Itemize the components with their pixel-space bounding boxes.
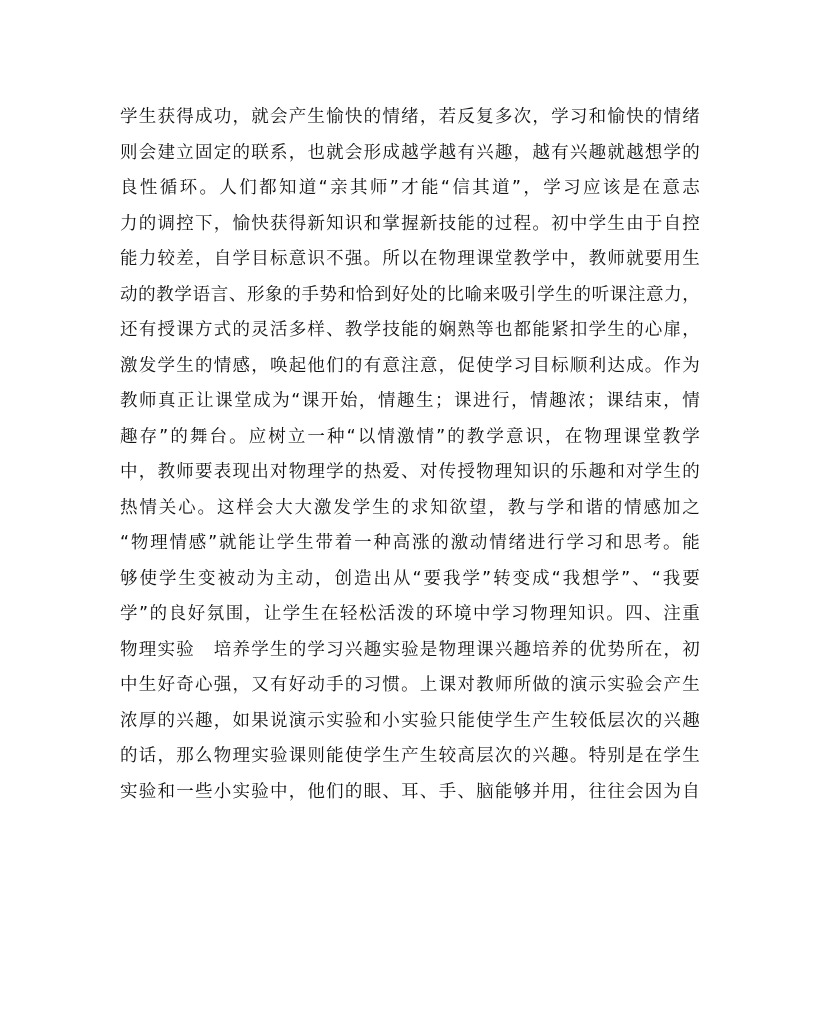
text-line: 学生获得成功，就会产生愉快的情绪，若反复多次，学习和愉快的情绪	[120, 107, 700, 127]
body-paragraph	[120, 100, 700, 810]
text-line: “物理情感”就能让学生带着一种高涨的激动情绪进行学习和思考。能	[120, 533, 700, 553]
text-line: 能力较差，自学目标意识不强。所以在物理课堂教学中，教师就要用生	[120, 249, 700, 269]
text-line: 激发学生的情感，唤起他们的有意注意，促使学习目标顺利达成。作为	[120, 355, 700, 376]
text-line: 趣存”的舞台。应树立一种“以情激情”的教学意识，在物理课堂教学	[120, 426, 700, 447]
text-line: 物理实验 培养学生的学习兴趣实验是物理课兴趣培养的优势所在，初	[120, 639, 700, 660]
text-line: 教师真正让课堂成为“课开始，情趣生；课进行，情趣浓；课结束，情	[120, 391, 700, 411]
text-line: 良性循环。人们都知道“亲其师”才能“信其道”，学习应该是在意志	[120, 178, 700, 198]
text-line: 力的调控下，愉快获得新知识和掌握新技能的过程。初中学生由于自控	[120, 213, 700, 234]
text-line: 的话，那么物理实验课则能使学生产生较高层次的兴趣。特别是在学生	[120, 746, 700, 766]
text-line: 热情关心。这样会大大激发学生的求知欲望，教与学和谐的情感加之	[120, 497, 700, 518]
text-line: 则会建立固定的联系，也就会形成越学越有兴趣，越有兴趣就越想学的	[120, 142, 700, 163]
text-line: 动的教学语言、形象的手势和恰到好处的比喻来吸引学生的听课注意力，	[120, 284, 700, 305]
text-line: 够使学生变被动为主动，创造出从“要我学”转变成“我想学”、“我要	[120, 568, 700, 589]
text-line: 中生好奇心强，又有好动手的习惯。上课对教师所做的演示实验会产生	[120, 675, 700, 695]
text-line: 中，教师要表现出对物理学的热爱、对传授物理知识的乐趣和对学生的	[120, 462, 700, 482]
text-line: 学”的良好氛围，让学生在轻松活泼的环境中学习物理知识。四、注重	[120, 604, 700, 624]
text-line: 实验和一些小实验中，他们的眼、耳、手、脑能够并用，往往会因为自	[120, 781, 700, 802]
text-line: 还有授课方式的灵活多样、教学技能的娴熟等也都能紧扣学生的心扉，	[120, 320, 700, 340]
text-line: 浓厚的兴趣，如果说演示实验和小实验只能使学生产生较低层次的兴趣	[120, 710, 700, 731]
